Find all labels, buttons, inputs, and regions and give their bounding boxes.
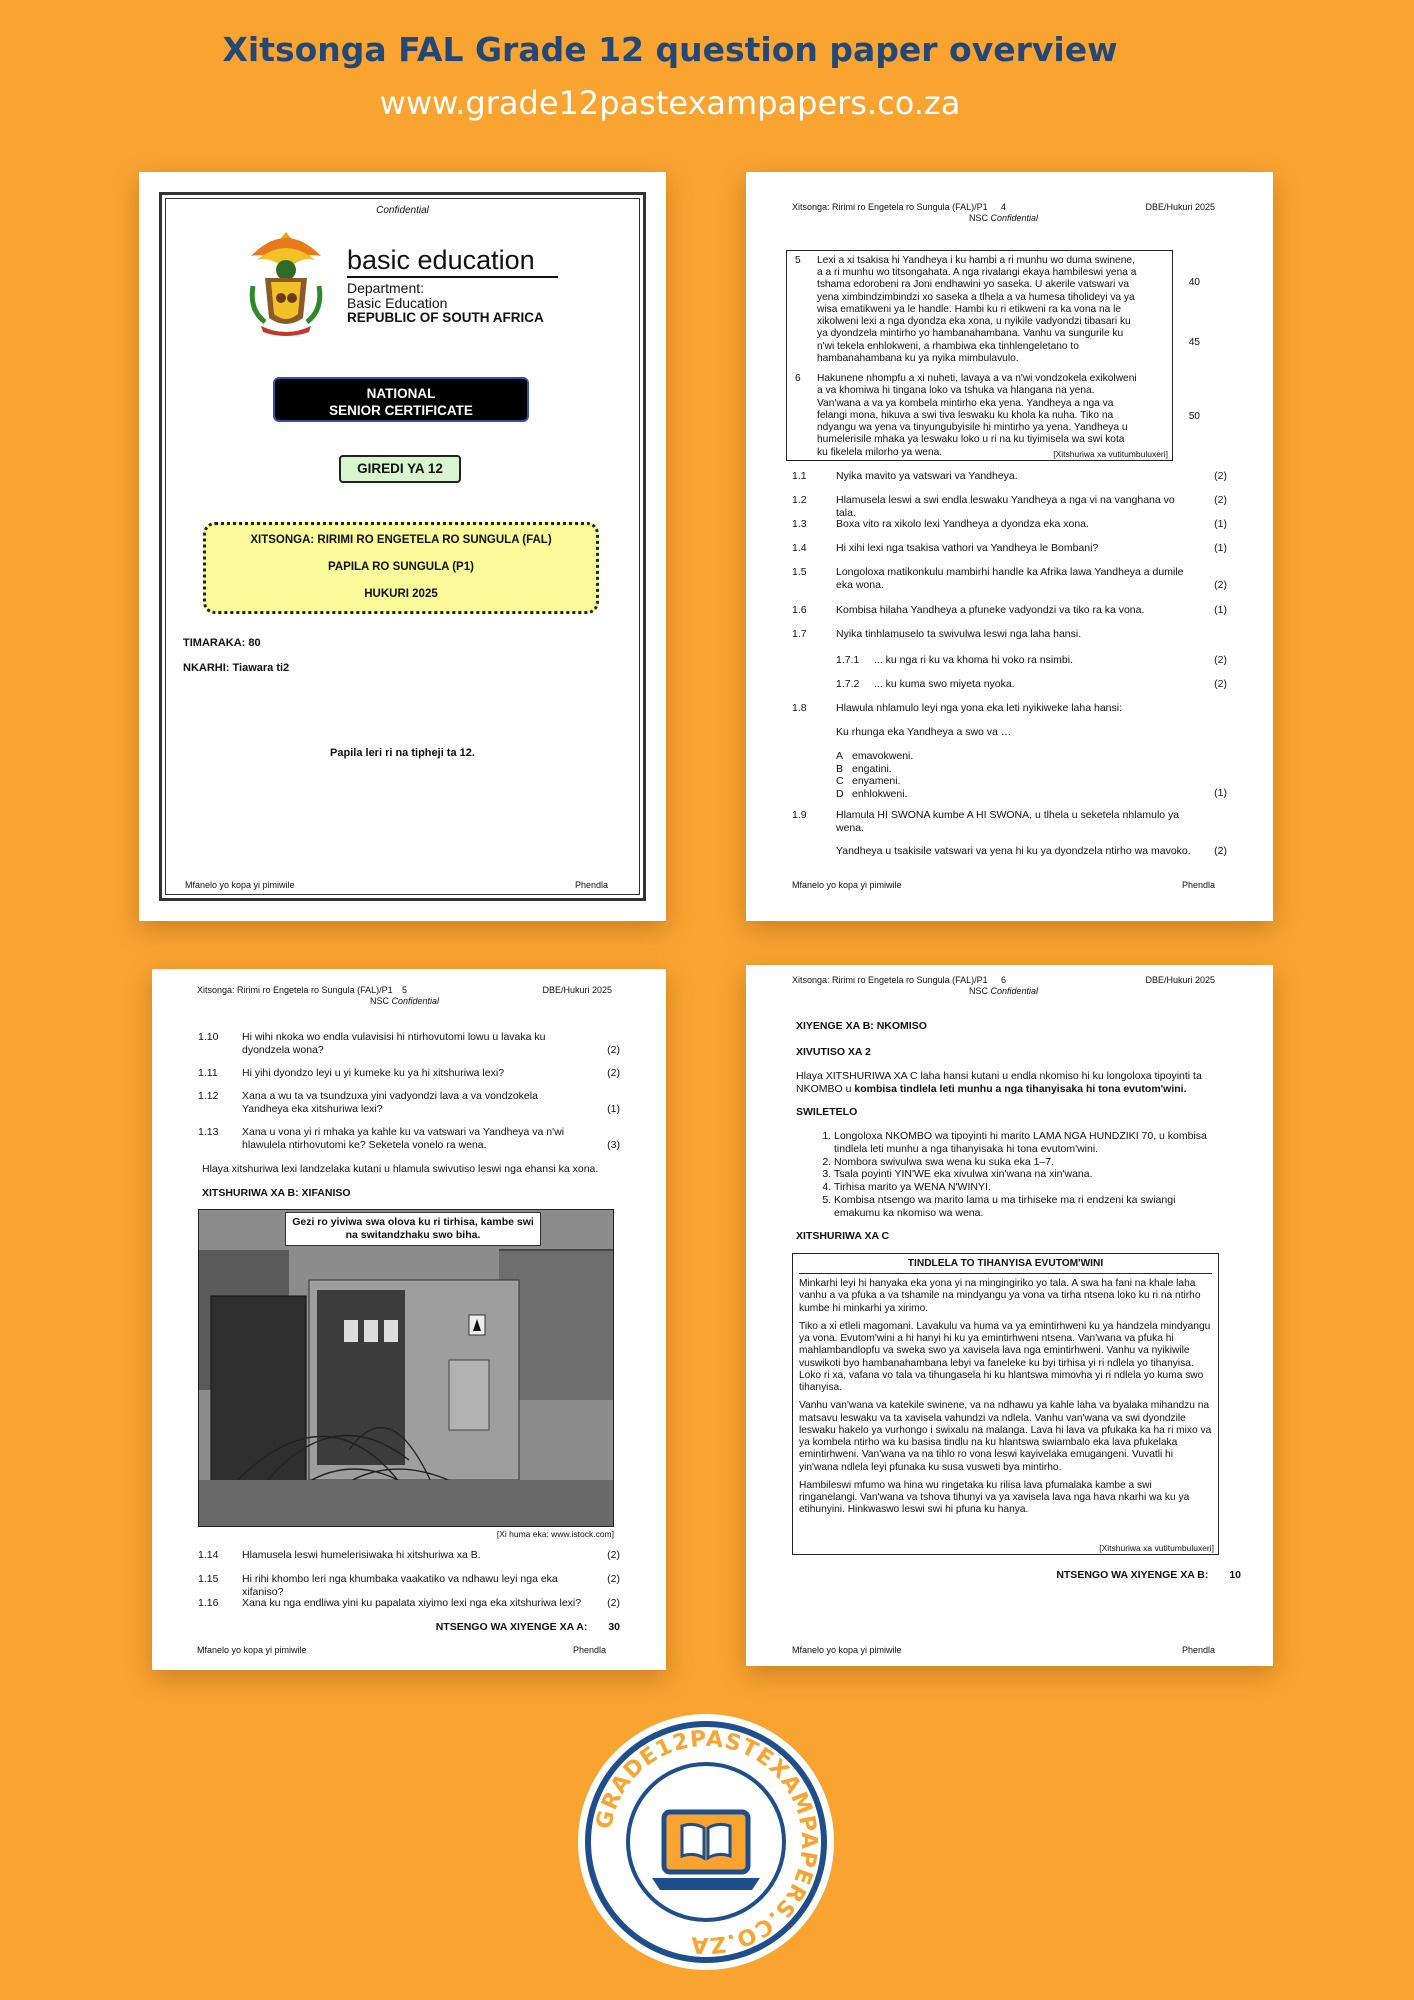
rule-item: 5. Kombisa ntsengo wa marito lama u ma tirhiseke ma ri endzeni ka swiangi emakumu ka nkomiso wa wena. bbox=[834, 1194, 1219, 1220]
cover-page bbox=[139, 172, 666, 921]
nsc-banner bbox=[273, 377, 529, 422]
passage-box bbox=[792, 1253, 1219, 1555]
subject-box bbox=[203, 522, 599, 614]
logo-ring-text: GRADE12PASTEXAMPAPERS.CO.ZA bbox=[591, 1726, 822, 1958]
question-number: 1.11 bbox=[198, 1067, 218, 1079]
question-number: 1.1 bbox=[792, 470, 807, 482]
question-text: Nyika tinhlamuselo ta swivulwa leswi nga laha hansi. bbox=[836, 628, 1082, 640]
electrical-box-image bbox=[199, 1210, 614, 1527]
page-number: 4 bbox=[1000, 202, 1006, 212]
rule-item: 1. Longoloxa NKOMBO wa tipoyinti hi marito LAMA NGA HUNDZIKI 70, u kombisa tindlela leti munhu a nga tihanyisaka hi tona evutom'wini. bbox=[834, 1130, 1219, 1156]
subquestion-number: 1.7.1 bbox=[836, 654, 860, 666]
question-text: Nyika mavito ya vatswari va Yandheya. bbox=[836, 470, 1018, 482]
footer-turn-over: Phendla bbox=[1181, 880, 1215, 891]
footer-turn-over: Phendla bbox=[572, 1645, 606, 1656]
paragraph-number: 6 bbox=[795, 373, 801, 385]
nsc-label: NSC bbox=[968, 212, 988, 223]
option-d: D enhlokweni. bbox=[836, 787, 908, 800]
total-label: NTSENGO WA XIYENGE XA B: bbox=[1056, 1569, 1209, 1581]
question-heading: XIVUTISO XA 2 bbox=[796, 1046, 871, 1058]
footer-turn-over: Phendla bbox=[574, 880, 608, 891]
image-source[interactable]: [Xi huma eka: www.istock.com] bbox=[496, 1529, 614, 1539]
rules-heading: SWILETELO bbox=[796, 1106, 858, 1118]
question-stem: Ku rhunga eka Yandheya a swo va … bbox=[836, 726, 1012, 738]
paragraph-number: 5 bbox=[795, 255, 801, 266]
question-mark: (2) bbox=[1214, 579, 1227, 591]
passage-paragraph: Minkarhi leyi hi hanyaka eka yona yi na mingingiriko yo tala. A swa ha fani na khale laha vanhu a va pfuka a va tshamile na mindyangu ya vona va tirha ntsena loko ku ri na ntirho kumbe hi minkarhi ya xirimo. bbox=[799, 1278, 1201, 1314]
question-text: Xana u vona yi ri mhaka ya kahle ku va vatswari va Yandheya va n'wi hlawulela ntirhovutomi ke? Seketela vonelo ra wena. bbox=[242, 1126, 565, 1151]
page-number: 6 bbox=[1000, 975, 1006, 985]
passage-paragraph: Vanhu van'wana va katekile swinene, va na ndhawu ya kahle laha va byalaka mihandzu na matsavu leswaku va ta xavisela vahundzi va ndlela. Vanhu van'wana va swi dyondzile leswaku hakelo ya vurhongo i swixalu na malanga. Lava hi lava va pfukaka ka ha ri mixo va ya kombela ntirho wa ku basisa tindlu na ku hlantswa swiambalo eka lava pfukelaka emintirhweni. Van'wana va na tihlo ro vona leswi kayivelaka emugangeni. Vuvatli hi yin'wana ndlela leyi pfunaka ku susa vusweti bya mintirho. bbox=[799, 1400, 1212, 1473]
nsc-line-1: NATIONAL bbox=[366, 386, 436, 401]
question-number: 1.7 bbox=[792, 628, 807, 640]
passage-source: [Xitshuriwa xa vutitumbuluxeri] bbox=[1053, 448, 1168, 459]
image-frame bbox=[198, 1209, 614, 1527]
passage-box bbox=[786, 250, 1200, 461]
country-name: REPUBLIC OF SOUTH AFRICA bbox=[347, 310, 544, 325]
laptop-book-icon bbox=[652, 1812, 760, 1890]
department-name: Basic Education bbox=[347, 295, 448, 311]
total-value: 30 bbox=[608, 1621, 620, 1633]
nsc-line-2: SENIOR CERTIFICATE bbox=[329, 403, 473, 418]
line-number: 40 bbox=[1188, 277, 1200, 288]
passage-heading: XITSHURIWA XA C bbox=[796, 1230, 890, 1242]
section-total bbox=[436, 1621, 620, 1634]
time-label: NKARHI: Tiawara ti2 bbox=[183, 662, 290, 674]
passage-source: [Xitshuriwa xa vutitumbuluxeri] bbox=[1099, 1542, 1214, 1553]
line-number: 50 bbox=[1188, 411, 1200, 422]
question-number: 1.4 bbox=[792, 542, 807, 554]
question-text: Hi rihi khombo leri nga khumbaka vaakatiko va ndhawu leyi nga eka xifaniso? bbox=[242, 1573, 558, 1598]
question-mark: (1) bbox=[1214, 787, 1227, 799]
option-a: A emavokweni. bbox=[836, 750, 914, 762]
question-text: Hlawula nhlamulo leyi nga yona eka leti nyikiweke laha hansi: bbox=[836, 702, 1122, 714]
question-text: ... ku kuma swo miyeta nyoka. bbox=[874, 678, 1015, 690]
coat-of-arms-icon bbox=[243, 226, 329, 338]
answer-options bbox=[836, 750, 913, 800]
subquestion-number: 1.7.2 bbox=[836, 678, 860, 690]
nsc-label: NSC bbox=[968, 985, 988, 996]
question-mark: (2) bbox=[1214, 654, 1227, 666]
option-b: B engatini. bbox=[836, 762, 892, 775]
paper-name: PAPILA RO SUNGULA (P1) bbox=[328, 561, 474, 574]
confidential-label: Confidential bbox=[376, 205, 429, 216]
confidential-label: Confidential bbox=[990, 212, 1039, 223]
doc-ref: Xitsonga: Ririmi ro Engetela ro Sungula (FAL)/P1 bbox=[792, 202, 988, 212]
total-label: NTSENGO WA XIYENGE XA A: bbox=[435, 1621, 588, 1633]
confidential-label: Confidential bbox=[391, 995, 440, 1006]
session-name: HUKURI 2025 bbox=[364, 588, 438, 601]
grade-badge: GIREDI YA 12 bbox=[339, 455, 461, 483]
question-stem: Yandheya u tsakisile vatswari va yena hi ku ya dyondzela ntirho wa mavoko. bbox=[836, 845, 1191, 857]
question-text: Hi wihi nkoka wo endla vulavisisi hi ntirhovutomi lowu u lavaka ku dyondzela wona? bbox=[242, 1031, 546, 1056]
option-c: C enyameni. bbox=[836, 775, 901, 787]
footer-turn-over: Phendla bbox=[1181, 1645, 1215, 1656]
marks-label: TIMARAKA: 80 bbox=[183, 637, 261, 649]
question-mark: (1) bbox=[607, 1103, 620, 1115]
question-text: Hlamusela leswi humelerisiwaka hi xitshuriwa xa B. bbox=[242, 1549, 481, 1561]
department-label: Department: bbox=[347, 280, 425, 296]
page-number: 5 bbox=[401, 985, 407, 995]
dbe-label: DBE/Hukuri 2025 bbox=[542, 985, 612, 995]
question-text: ... ku nga ri ku va khoma hi voko ra nsimbi. bbox=[874, 654, 1074, 666]
question-number: 1.12 bbox=[198, 1090, 219, 1102]
question-number: 1.3 bbox=[792, 518, 807, 530]
question-text: Hlamula HI SWONA kumbe A HI SWONA, u tlhela u seketela nhlamulo ya wena. bbox=[836, 809, 1180, 834]
paragraph-text: Lexi a xi tsakisa hi Yandheya i ku hambi a ri munhu wo duma swinene, a a ri munhu wo titsongahata. A nga rivalangi ekaya hambileswi yena a tshama edorobeni ra Joni endhawini yo saseka. U akerile vatswari va yena ximbindzimbindzi xo saseka a tlhela a va humesa tiholideyi va ya wisa ematikweni ya le handle. Hambi ku ri etikweni ra ka vona na le xikolweni lexi a nga dyondza eka xona, u nyikile vadyondzi tibasari ku ya dyondzela mintirho yo hambanahambana. Vanhu va sungurile ku n'wi tekela enhlokweni, a rhambiwa eka tinhlengeletano to hambanahambana ku ya nyika mimbulavulo. bbox=[817, 255, 1137, 364]
question-text: Hi yihi dyondzo leyi u yi kumeke ku ya hi xitshuriwa lexi? bbox=[242, 1067, 505, 1079]
doc-ref: Xitsonga: Ririmi ro Engetela ro Sungula (FAL)/P1 bbox=[792, 975, 988, 985]
page-title: Xitsonga FAL Grade 12 question paper overview bbox=[222, 30, 1118, 69]
website-url[interactable]: www.grade12pastexampapers.co.za bbox=[379, 84, 961, 122]
question-number: 1.9 bbox=[792, 809, 807, 821]
nsc-label: NSC bbox=[369, 995, 389, 1006]
question-text: Kombisa hilaha Yandheya a pfuneke vadyondzi va tiko ra ka vona. bbox=[836, 604, 1145, 616]
question-number: 1.10 bbox=[198, 1031, 219, 1043]
subject-name: XITSONGA: RIRIMI RO ENGETELA RO SUNGULA (FAL) bbox=[250, 534, 552, 546]
question-page-5 bbox=[152, 969, 666, 1670]
section-total bbox=[1056, 1569, 1241, 1582]
question-page-6 bbox=[746, 965, 1273, 1666]
rules-list bbox=[814, 1130, 1219, 1220]
brand-underline bbox=[347, 276, 558, 278]
footer-copyright: Mfanelo yo kopa yi pimiwile bbox=[185, 880, 295, 891]
image-caption: Gezi ro yiviwa swa olova ku ri tirhisa, kambe swi na switandzhaku swo biha. bbox=[285, 1212, 541, 1246]
question-text: Hlamusela leswi a swi endla leswaku Yandheya a nga vi na vanghana vo tala. bbox=[836, 494, 1175, 519]
question-text: Boxa vito ra xikolo lexi Yandheya a dyondza eka xona. bbox=[836, 518, 1089, 530]
question-mark: (2) bbox=[1214, 845, 1227, 857]
question-mark: (2) bbox=[607, 1573, 620, 1585]
question-number: 1.6 bbox=[792, 604, 807, 616]
question-number: 1.15 bbox=[198, 1573, 219, 1585]
question-text: Hi xihi lexi nga tsakisa vathori va Yandheya le Bombani? bbox=[836, 542, 1099, 554]
question-mark: (2) bbox=[607, 1044, 620, 1056]
passage-paragraph: Hambileswi mfumo wa hina wu ringetaka ku rilisa lava pfumalaka kambe a swi ringanelangi. Van'wana va tshova tihunyi va ya xavisela lava nga hava nkarhi wa ku ya etihunyini. Hinkwaswo leswi swi hi pfuna ku hanya. bbox=[799, 1479, 1190, 1516]
question-mark: (2) bbox=[1214, 494, 1227, 506]
question-mark: (2) bbox=[607, 1549, 620, 1561]
footer-copyright: Mfanelo yo kopa yi pimiwile bbox=[197, 1645, 307, 1656]
intro-text: Hlaya XITSHURIWA XA C laha hansi kutani u endla nkomiso hi ku longoloxa tipoyinti ta NKOMBO u kombisa tindlela leti munhu a nga tihanyisaka hi tona evutom'wini. bbox=[796, 1070, 1202, 1095]
footer-copyright: Mfanelo yo kopa yi pimiwile bbox=[792, 880, 902, 891]
brand-name: basic education bbox=[347, 245, 535, 275]
section-heading: XIYENGE XA B: NKOMISO bbox=[796, 1020, 927, 1032]
passage-title: TINDLELA TO TIHANYISA EVUTOM'WINI bbox=[799, 1258, 1212, 1274]
rule-item: 3. Tsala poyinti YIN'WE eka xivulwa xin'wana na xin'wana. bbox=[834, 1168, 1219, 1181]
dbe-label: DBE/Hukuri 2025 bbox=[1145, 975, 1215, 985]
line-number: 45 bbox=[1188, 337, 1200, 348]
rule-item: 4. Tirhisa marito ya WENA N'WINYI. bbox=[834, 1181, 1219, 1194]
question-mark: (2) bbox=[1214, 678, 1227, 690]
confidential-label: Confidential bbox=[990, 985, 1039, 996]
dbe-label: DBE/Hukuri 2025 bbox=[1145, 202, 1215, 212]
question-text: Longoloxa matikonkulu mambirhi handle ka Afrika lawa Yandheya a dumile eka wona. bbox=[836, 566, 1184, 591]
paragraph-text: Hakunene nhompfu a xi nuheti, lavaya a va n'wi vondzokela exikolweni a va khomiwa hi tingana loko va tshuka va hlangana na yena. Van'wana a va ya kombela mintirho eka yena. Yandheya a nga va felangi mona, hikuva a swi tiva leswaku ku khola ka nuha. Tiko na ndyangu wa yena va tinyungubyisile hi mintirho ya yena. Yandheya u humelerisile mhaka ya leswaku loko u ri na ku tiyimisela wa swi kota ku fikelela milorho ya wena. bbox=[817, 373, 1137, 458]
question-number: 1.16 bbox=[198, 1597, 219, 1609]
passage-paragraph bbox=[795, 255, 1138, 365]
question-mark: (3) bbox=[607, 1139, 620, 1151]
question-number: 1.2 bbox=[792, 494, 807, 506]
section-heading: XITSHURIWA XA B: XIFANISO bbox=[202, 1187, 351, 1199]
instruction-text: Hlaya xitshuriwa lexi landzelaka kutani u hlamula swivutiso leswi nga ehansi ka xona. bbox=[202, 1163, 599, 1175]
question-mark: (1) bbox=[1214, 604, 1227, 616]
rule-item: 2. Nombora swivulwa swa wena ku suka eka 1–7. bbox=[834, 1156, 1219, 1169]
question-mark: (1) bbox=[1214, 518, 1227, 530]
question-number: 1.13 bbox=[198, 1126, 219, 1138]
question-number: 1.14 bbox=[198, 1549, 219, 1561]
question-number: 1.8 bbox=[792, 702, 807, 714]
question-number: 1.5 bbox=[792, 566, 807, 578]
question-mark: (2) bbox=[607, 1597, 620, 1609]
question-mark: (1) bbox=[1214, 542, 1227, 554]
passage-paragraph: Tiko a xi etleli magomani. Lavakulu va huma va ya emintirhweni ku ya handzela mindyangu ya vona. Evutom'wini a hi hanyi hi ku ya emintirhweni ntsena. Van'wana va pfuka hi mahlambandlopfu va sweka swo ya xavisela lava nga emintirhweni. Vanhu va nyikiwile vuswikoti byo hambanahambana lebyi va faneleke ku byi tirhisa yi ri ndlela yo tihanyisa. Loko ri xa, vafana vo tala va tihungasela hi ku hlantswa mimovha yi ri ndlela yo kuma swo tihanyisa. bbox=[799, 1320, 1211, 1394]
passage-paragraph bbox=[795, 373, 1138, 459]
question-page-4 bbox=[746, 172, 1273, 921]
question-mark: (2) bbox=[607, 1067, 620, 1079]
question-text: Xana a wu ta va tsundzuxa yini vadyondzi lava a va vondzokela Yandheya eka xitshuriwa lexi? bbox=[242, 1090, 538, 1115]
pages-note: Papila leri ri na tipheji ta 12. bbox=[330, 747, 475, 759]
doc-ref: Xitsonga: Ririmi ro Engetela ro Sungula (FAL)/P1 bbox=[197, 985, 393, 995]
question-mark: (2) bbox=[1214, 470, 1227, 482]
footer-copyright: Mfanelo yo kopa yi pimiwile bbox=[792, 1645, 902, 1656]
total-value: 10 bbox=[1229, 1569, 1241, 1581]
question-text: Xana ku nga endliwa yini ku papalata xiyimo lexi nga eka xitshuriwa lexi? bbox=[242, 1597, 582, 1609]
site-logo[interactable] bbox=[576, 1712, 836, 1972]
